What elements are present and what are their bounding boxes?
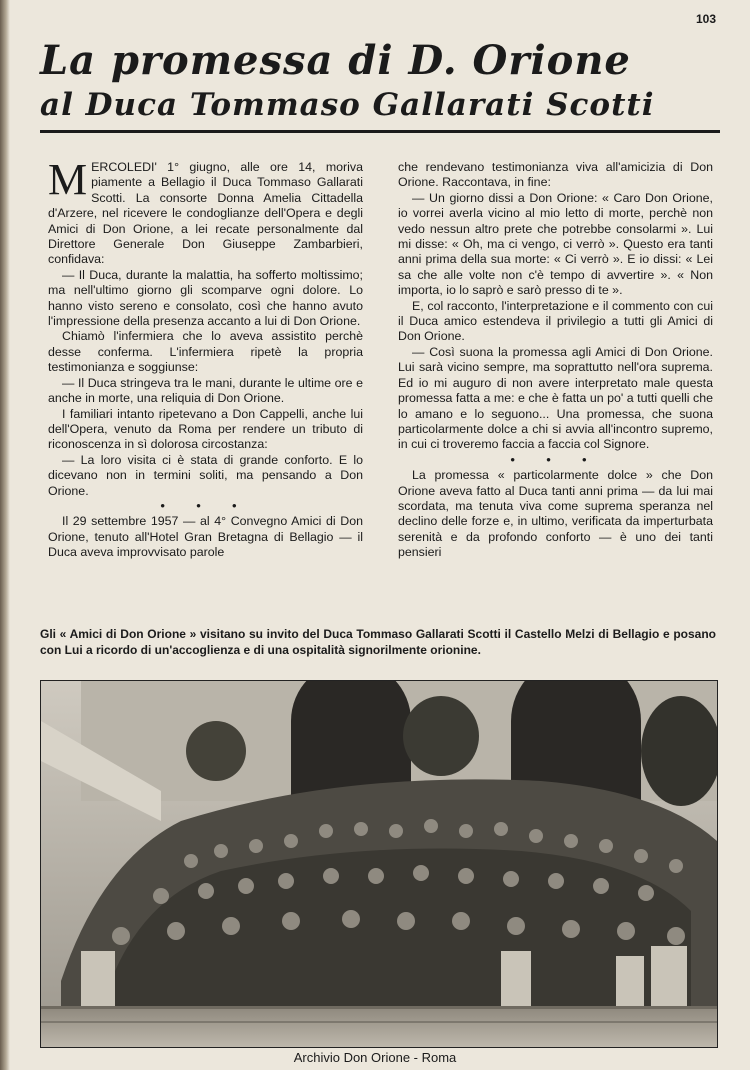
paragraph: — La loro visita ci è stata di grande conforto. E lo dicevano non in termini soliti, ma pensando a Don Orione. <box>48 452 363 498</box>
article-column-right <box>398 160 713 561</box>
paragraph: I familiari intanto ripetevano a Don Cappelli, anche lui dell'Opera, venuto da Roma per rendere un tributo di riconoscenza in sì dolorosa circostanza: <box>48 406 363 452</box>
photo-caption: Gli « Amici di Don Orione » visitano su invito del Duca Tommaso Gallarati Scotti il Castello Melzi di Bellagio e posano con Lui a ricordo di un'accoglienza e di una ospitalità signorilmente orionine. <box>40 627 716 657</box>
article-title <box>40 36 720 124</box>
section-separator: • • • <box>160 498 251 513</box>
title-line-1: La promessa di D. Orione <box>40 37 631 84</box>
paragraph: — Il Duca, durante la malattia, ha sofferto moltissimo; ma nell'ultimo giorno gli scomparve ogni dolore. Lo hanno visto sereno e consolato, così che hanno avuto l'impressione della presenza accanto a lui di Don Orione. <box>48 267 363 329</box>
paragraph: — Il Duca stringeva tra le mani, durante le ultime ore e anche in morte, una reliquia di Don Orione. <box>48 375 363 406</box>
paragraph: Chiamò l'infermiera che lo aveva assistito perchè desse conferma. L'infermiera ripetè la propria testimonianza e soggiunse: <box>48 329 363 375</box>
archive-footer: Archivio Don Orione - Roma <box>293 1050 457 1065</box>
article-column-left <box>48 155 363 561</box>
paragraph <box>48 155 363 268</box>
paragraph: che rendevano testimonianza viva all'amicizia di Don Orione. Raccontava, in fine: <box>398 160 713 190</box>
title-line-2: al Duca Tommaso Gallarati Scotti <box>40 87 655 123</box>
paragraph: — Così suona la promessa agli Amici di Don Orione. Lui sarà vicino sempre, ma soprattutto nell'ora suprema. Ed io mi auguro di non avere interpretato male questa promessa fatta a me: e che è fatta un po' a tutti quelli che lo amano e lo seguono... Una promessa, che suona particolarmente dolce a chi si avvia all'incontro supremo, in cui ci troveremo faccia a faccia col Signore. <box>398 344 713 452</box>
paragraph: — Un giorno dissi a Don Orione: « Caro Don Orione, io vorrei averla vicino al mio letto di morte, perchè non vedo nessun altro prete che potrebbe consolarmi ». Lui mi disse: « Oh, ma ci vengo, ci verrò ». Questo era tanti anni prima della sua morte: « Ci verrò ». E io dissi: « Lei sa che alle volte non c'è tempo di avvertire ». « Non importa, io lo saprò e sarò presso di te ». <box>398 190 713 298</box>
page-binding-edge <box>0 0 10 1070</box>
section-separator: • • • <box>510 452 601 467</box>
page-number: 103 <box>695 12 716 26</box>
drop-cap: M <box>48 155 88 204</box>
group-photo-illustration <box>41 681 717 1047</box>
paragraph-text: ERCOLEDI' 1° giugno, alle ore 14, moriva piamente a Bellagio il Duca Tommaso Gallarati Scotti. La consorte Donna Amelia Cittadella d'Arzere, nel ricevere le condoglianze dell'Opera e degli Amici di Don Orione, a lei recate personalmente dal Direttore Generale Don Giuseppe Zambarbieri, confidava: <box>48 160 363 267</box>
paragraph: La promessa « particolarmente dolce » che Don Orione aveva fatto al Duca tanti anni prima — da lui mai scordata, ma tenuta viva come suprema speranza nel declino delle forze e, in ultimo, verificata da imperturbata serenità e da profondo conforto — è uno dei tanti pensieri <box>398 468 713 560</box>
paragraph: E, col racconto, l'interpretazione e il commento con cui il Duca amico estendeva il privilegio a tutti gli Amici di Don Orione. <box>398 298 713 344</box>
group-photo <box>40 680 718 1048</box>
paragraph: Il 29 settembre 1957 — al 4° Convegno Amici di Don Orione, tenuto all'Hotel Gran Bretagna di Bellagio — il Duca aveva improvvisato parole <box>48 514 363 560</box>
title-rule <box>40 130 720 133</box>
